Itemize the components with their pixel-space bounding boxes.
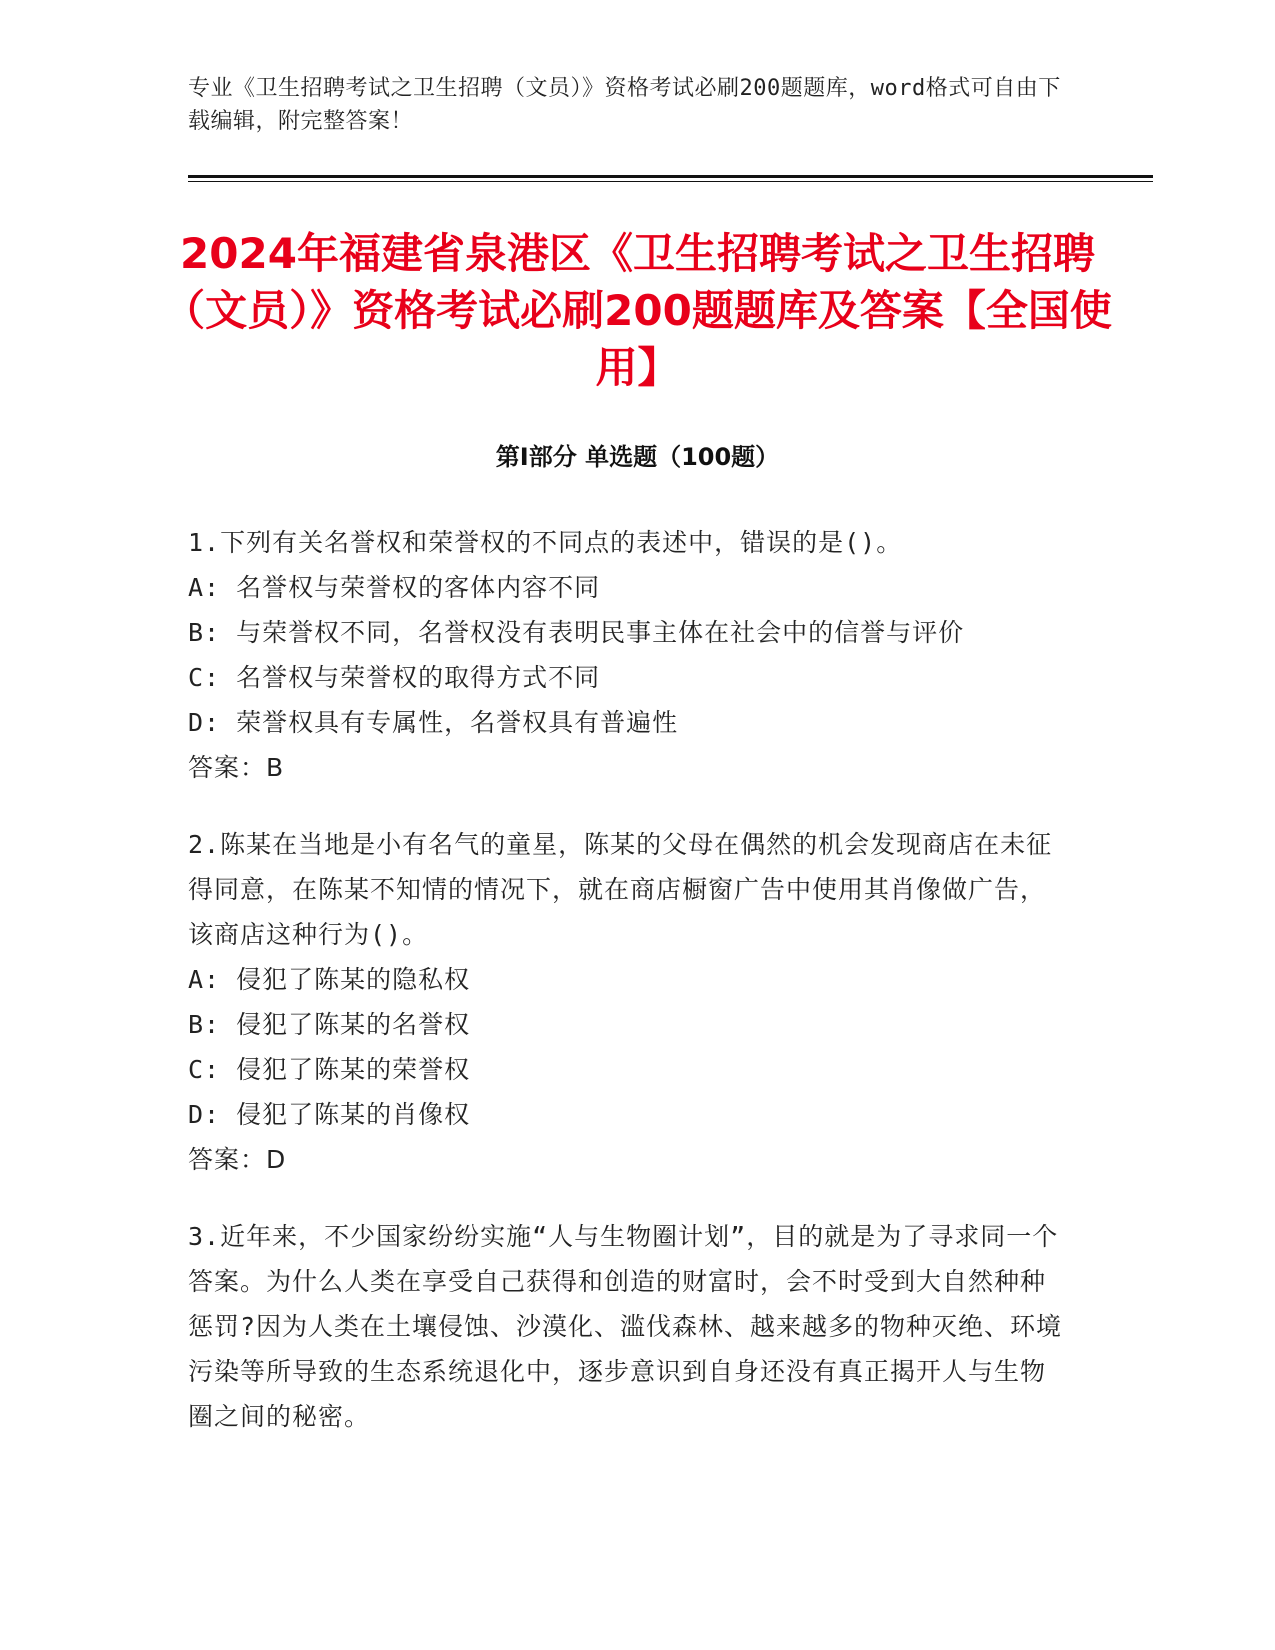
question-stem: 2.陈某在当地是小有名气的童星，陈某的父母在偶然的机会发现商店在未征得同意，在陈某不知情的情况下，就在商店橱窗广告中使用其肖像做广告，该商店这种行为()。 bbox=[188, 830, 1053, 949]
header-divider-thin bbox=[188, 181, 1153, 182]
header-divider-thick bbox=[188, 175, 1153, 178]
question-2 bbox=[188, 822, 1068, 1182]
question-stem: 3.近年来，不少国家纷纷实施“人与生物圈计划”，目的就是为了寻求同一个答案。为什么人类在享受自己获得和创造的财富时，会不时受到大自然种种惩罚?因为人类在土壤侵蚀、沙漠化、滥伐森林、越来越多的物种灭绝、环境污染等所导致的生态系统退化中，逐步意识到自身还没有真正揭开人与生物圈之间的秘密。 bbox=[188, 1222, 1063, 1431]
option-a: A: 侵犯了陈某的隐私权 bbox=[188, 965, 471, 994]
question-3 bbox=[188, 1214, 1068, 1439]
question-list bbox=[188, 520, 1068, 1471]
option-d: D: 荣誉权具有专属性，名誉权具有普遍性 bbox=[188, 708, 679, 737]
option-c: C: 名誉权与荣誉权的取得方式不同 bbox=[188, 663, 601, 692]
option-a: A: 名誉权与荣誉权的客体内容不同 bbox=[188, 573, 601, 602]
document-title: 2024年福建省泉港区《卫生招聘考试之卫生招聘（文员）》资格考试必刷200题题库及答案【全国使用】 bbox=[163, 229, 1112, 392]
option-c: C: 侵犯了陈某的荣誉权 bbox=[188, 1055, 471, 1084]
question-1 bbox=[188, 520, 1068, 790]
option-d: D: 侵犯了陈某的肖像权 bbox=[188, 1100, 471, 1129]
answer: 答案：B bbox=[188, 753, 285, 782]
option-b: B: 侵犯了陈某的名誉权 bbox=[188, 1010, 471, 1039]
answer: 答案：D bbox=[188, 1145, 287, 1174]
section-heading: 第Ⅰ部分 单选题（100题） bbox=[495, 443, 780, 471]
option-b: B: 与荣誉权不同，名誉权没有表明民事主体在社会中的信誉与评价 bbox=[188, 618, 965, 647]
question-stem: 1.下列有关名誉权和荣誉权的不同点的表述中，错误的是()。 bbox=[188, 528, 903, 557]
header-note: 专业《卫生招聘考试之卫生招聘（文员）》资格考试必刷200题题库，word格式可自由下载编辑，附完整答案！ bbox=[188, 76, 1061, 134]
